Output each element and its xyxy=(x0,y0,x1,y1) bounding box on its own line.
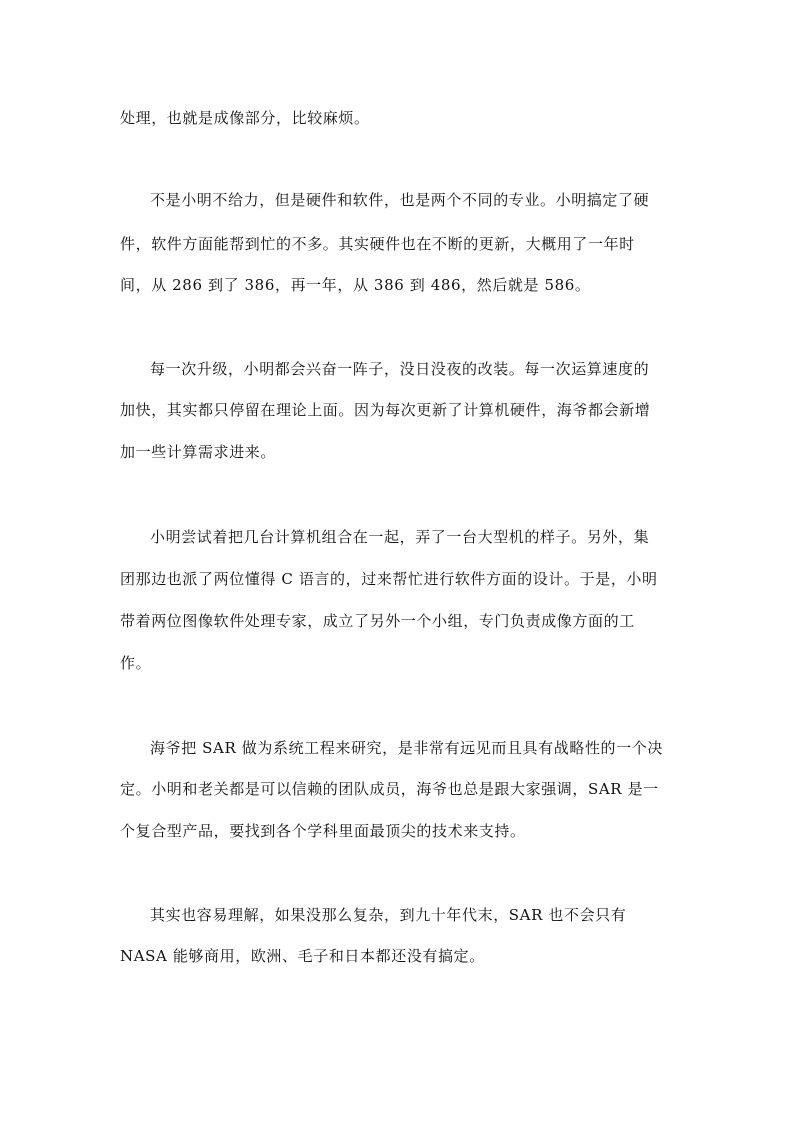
paragraph-6-line-2: NASA 能够商用，欧洲、毛子和日本都还没有搞定。 xyxy=(120,947,485,965)
paragraph-3-line-2: 加快，其实都只停留在理论上面。因为每次更新了计算机硬件，海爷都会新增 xyxy=(120,401,651,419)
paragraph-6-line-1: 其实也容易理解，如果没那么复杂，到九十年代末，SAR 也不会只有 xyxy=(150,906,627,924)
paragraph-3-line-1: 每一次升级，小明都会兴奋一阵子，没日没夜的改装。每一次运算速度的 xyxy=(150,360,650,378)
paragraph-4-line-3: 带着两位图像软件处理专家，成立了另外一个小组，专门负责成像方面的工 xyxy=(120,612,635,630)
paragraph-1-line-1: 处理，也就是成像部分，比较麻烦。 xyxy=(120,109,370,127)
paragraph-2-line-3: 间，从 286 到了 386，再一年，从 386 到 486，然后就是 586。 xyxy=(120,276,591,294)
paragraph-4-line-2: 团那边也派了两位懂得 C 语言的，过来帮忙进行软件方面的设计。于是，小明 xyxy=(120,570,658,588)
paragraph-5-line-3: 个复合型产品，要找到各个学科里面最顶尖的技术来支持。 xyxy=(120,822,526,840)
paragraph-2-line-1: 不是小明不给力，但是硬件和软件，也是两个不同的专业。小明搞定了硬 xyxy=(150,191,650,209)
paragraph-4-line-1: 小明尝试着把几台计算机组合在一起，弄了一台大型机的样子。另外，集 xyxy=(150,528,650,546)
paragraph-5-line-2: 定。小明和老关都是可以信赖的团队成员，海爷也总是跟大家强调，SAR 是一 xyxy=(120,780,659,798)
paragraph-3-line-3: 加一些计算需求进来。 xyxy=(120,443,277,461)
paragraph-5-line-1: 海爷把 SAR 做为系统工程来研究，是非常有远见而且具有战略性的一个决 xyxy=(150,739,663,757)
paragraph-4-line-4: 作。 xyxy=(120,654,152,672)
paragraph-2-line-2: 件，软件方面能帮到忙的不多。其实硬件也在不断的更新，大概用了一年时 xyxy=(120,235,635,253)
